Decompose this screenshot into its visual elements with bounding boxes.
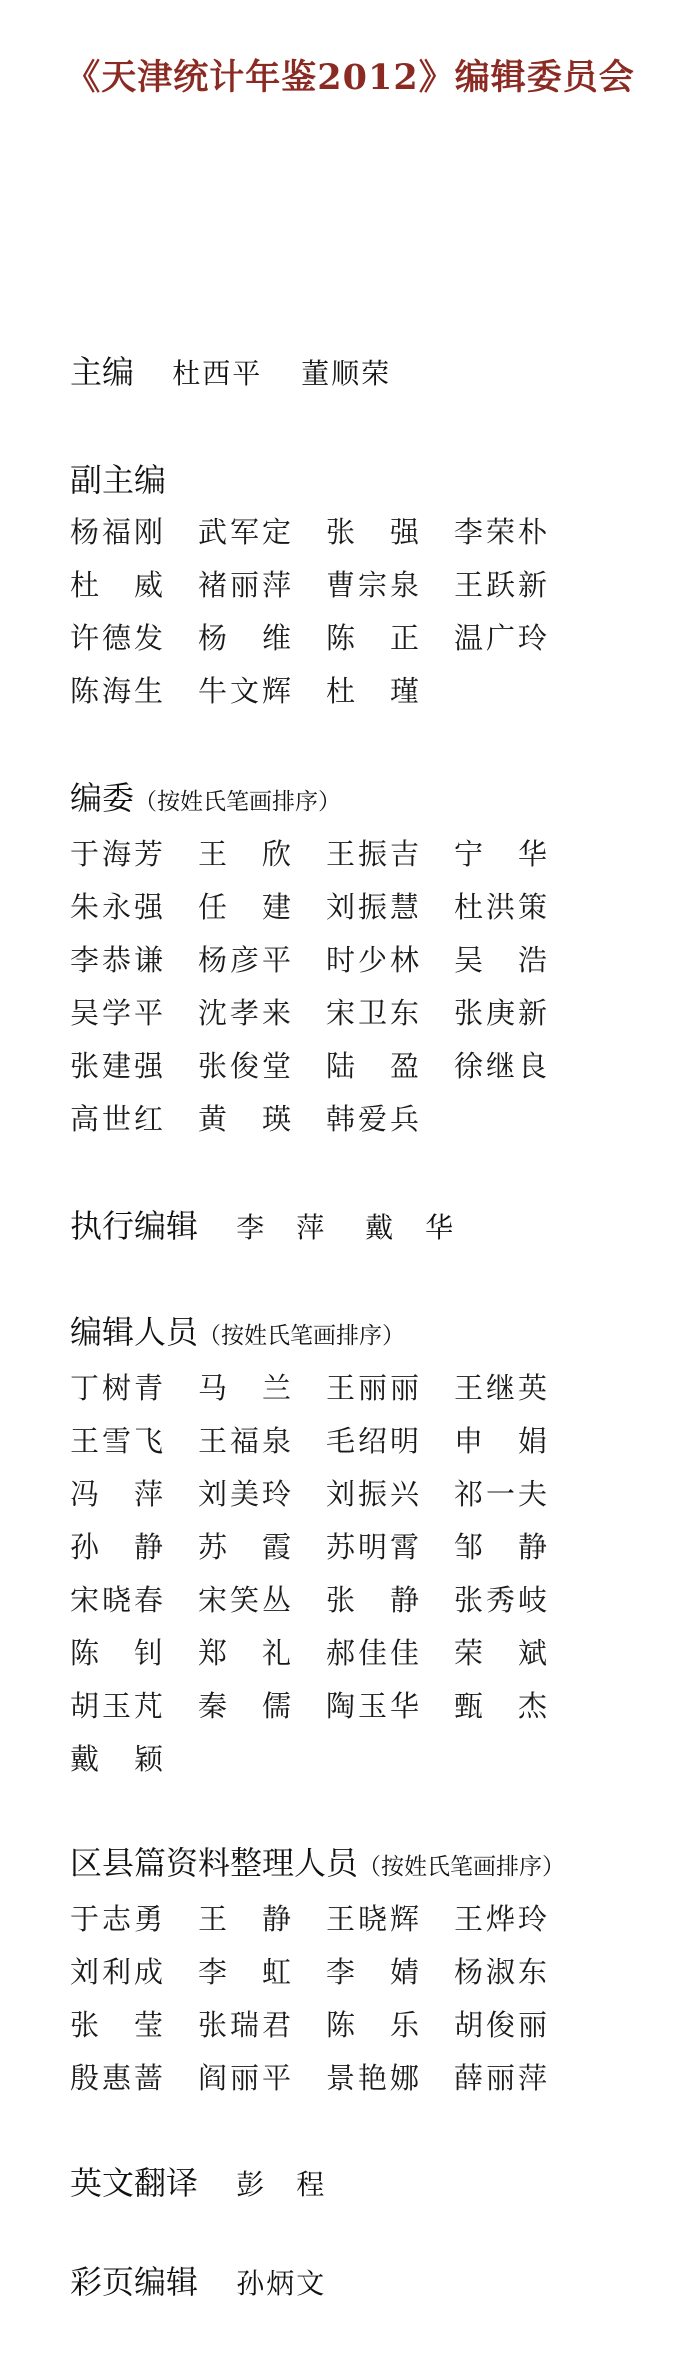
person-name: 景艳娜 (326, 2061, 423, 2095)
person-name: 邹 静 (454, 1530, 551, 1564)
person-name: 于志勇 (70, 1902, 167, 1936)
person-name: 时少林 (326, 943, 423, 977)
person-name: 褚丽萍 (198, 568, 295, 602)
person-name: 王 静 (198, 1902, 295, 1936)
name-row (70, 887, 670, 940)
person-name: 杨福刚 (70, 515, 167, 549)
person-name: 朱永强 (70, 890, 167, 924)
person-name: 王 欣 (198, 837, 295, 871)
name-row (70, 1421, 670, 1474)
person-name: 苏明霄 (326, 1530, 423, 1564)
person-name: 张瑞君 (198, 2008, 295, 2042)
person-name: 张 静 (326, 1583, 423, 1617)
person-name: 王雪飞 (70, 1424, 167, 1458)
page-title: 《天津统计年鉴2012》编辑委员会 (65, 57, 635, 98)
name-row (70, 940, 670, 993)
person-name: 申 娟 (454, 1424, 551, 1458)
person-name: 陈海生 (70, 674, 167, 708)
person-name: 张建强 (70, 1049, 167, 1083)
person-name: 温广玲 (454, 621, 551, 655)
name-row (70, 1474, 670, 1527)
person-name: 牛文辉 (198, 674, 295, 708)
name-row (70, 993, 670, 1046)
person-name: 陈 钊 (70, 1636, 167, 1670)
name-grid (70, 1368, 670, 1792)
person-name: 高世红 (70, 1102, 167, 1136)
person-name: 李 虹 (198, 1955, 295, 1989)
name-row (70, 565, 670, 618)
person-name: 殷惠蔷 (70, 2061, 167, 2095)
person-name: 王烨玲 (454, 1902, 551, 1936)
person-name: 阎丽平 (198, 2061, 295, 2095)
person-name: 祁一夫 (454, 1477, 551, 1511)
section-color-page-editor (70, 2262, 670, 2304)
person-name: 薛丽萍 (454, 2061, 551, 2095)
person-name: 刘振慧 (326, 890, 423, 924)
person-name: 杜 瑾 (326, 674, 423, 708)
name-row (70, 1633, 670, 1686)
person-name: 张 莹 (70, 2008, 167, 2042)
section-deputy-editors (70, 460, 670, 724)
translator-name: 彭 程 (236, 2168, 327, 2201)
section-heading: 主编 (70, 353, 135, 391)
section-editors (70, 1312, 670, 1792)
person-name: 于海芳 (70, 837, 167, 871)
name-row (70, 671, 670, 724)
section-executive-editors (70, 1206, 670, 1248)
person-name: 苏 霞 (198, 1530, 295, 1564)
person-name: 宋卫东 (326, 996, 423, 1030)
person-name: 郝佳佳 (326, 1636, 423, 1670)
name-row (70, 1527, 670, 1580)
name-row (70, 1899, 670, 1952)
person-name: 杨 维 (198, 621, 295, 655)
name-row (70, 2058, 670, 2111)
name-row (70, 618, 670, 671)
chief-editor-name: 董顺荣 (301, 357, 392, 390)
person-name: 杜 威 (70, 568, 167, 602)
name-grid (70, 512, 670, 724)
name-row (70, 1739, 670, 1792)
section-note: （按姓氏笔画排序） (134, 789, 342, 815)
person-name: 张庚新 (454, 996, 551, 1030)
person-name: 武军定 (198, 515, 295, 549)
person-name: 刘利成 (70, 1955, 167, 1989)
person-name: 杨淑东 (454, 1955, 551, 1989)
person-name: 李荣朴 (454, 515, 551, 549)
person-name: 黄 瑛 (198, 1102, 295, 1136)
chief-editor-name: 杜西平 (172, 357, 263, 390)
person-name: 任 建 (198, 890, 295, 924)
section-heading: 彩页编辑 (70, 2263, 199, 2301)
person-name: 王振吉 (326, 837, 423, 871)
person-name: 吴 浩 (454, 943, 551, 977)
name-row (70, 512, 670, 565)
person-name: 刘美玲 (198, 1477, 295, 1511)
person-name: 徐继良 (454, 1049, 551, 1083)
name-row (70, 1952, 670, 2005)
person-name: 陶玉华 (326, 1689, 423, 1723)
person-name: 韩爱兵 (326, 1102, 423, 1136)
person-name: 冯 萍 (70, 1477, 167, 1511)
person-name: 陆 盈 (326, 1049, 423, 1083)
person-name: 李恭谦 (70, 943, 167, 977)
section-heading: 执行编辑 (70, 1207, 199, 1245)
section-chief-editor (70, 352, 670, 394)
person-name: 王跃新 (454, 568, 551, 602)
section-heading: 英文翻译 (70, 2164, 199, 2202)
person-name: 甄 杰 (454, 1689, 551, 1723)
executive-editor-name: 李 萍 (236, 1211, 327, 1244)
person-name: 吴学平 (70, 996, 167, 1030)
section-heading: 编委 (70, 779, 135, 817)
person-name: 杨彦平 (198, 943, 295, 977)
executive-editor-name: 戴 华 (365, 1211, 456, 1244)
name-row (70, 1099, 670, 1152)
person-name: 毛绍明 (326, 1424, 423, 1458)
section-committee (70, 778, 670, 1152)
name-row (70, 834, 670, 887)
person-name: 沈孝来 (198, 996, 295, 1030)
name-row (70, 1368, 670, 1421)
person-name: 王福泉 (198, 1424, 295, 1458)
person-name: 李 婧 (326, 1955, 423, 1989)
person-name: 张秀岐 (454, 1583, 551, 1617)
person-name: 王丽丽 (326, 1371, 423, 1405)
color-page-editor-name: 孙炳文 (236, 2267, 327, 2300)
section-english-translation (70, 2163, 670, 2205)
person-name: 丁树青 (70, 1371, 167, 1405)
person-name: 王晓辉 (326, 1902, 423, 1936)
person-name: 宋晓春 (70, 1583, 167, 1617)
person-name: 陈 乐 (326, 2008, 423, 2042)
person-name: 马 兰 (198, 1371, 295, 1405)
person-name: 荣 斌 (454, 1636, 551, 1670)
person-name: 王继英 (454, 1371, 551, 1405)
name-row (70, 1580, 670, 1633)
person-name: 刘振兴 (326, 1477, 423, 1511)
person-name: 曹宗泉 (326, 568, 423, 602)
section-heading: 副主编 (70, 461, 167, 499)
name-row (70, 2005, 670, 2058)
name-grid (70, 1899, 670, 2111)
person-name: 秦 儒 (198, 1689, 295, 1723)
section-note: （按姓氏笔画排序） (358, 1854, 566, 1880)
person-name: 许德发 (70, 621, 167, 655)
person-name: 胡玉芃 (70, 1689, 167, 1723)
person-name: 孙 静 (70, 1530, 167, 1564)
person-name: 陈 正 (326, 621, 423, 655)
person-name: 郑 礼 (198, 1636, 295, 1670)
section-district-data (70, 1843, 670, 2111)
person-name: 张 强 (326, 515, 423, 549)
person-name: 戴 颖 (70, 1742, 167, 1776)
person-name: 杜洪策 (454, 890, 551, 924)
person-name: 胡俊丽 (454, 2008, 551, 2042)
person-name: 张俊堂 (198, 1049, 295, 1083)
person-name: 宋笑丛 (198, 1583, 295, 1617)
name-row (70, 1686, 670, 1739)
section-heading: 区县篇资料整理人员 (70, 1844, 359, 1882)
section-note: （按姓氏笔画排序） (198, 1323, 406, 1349)
section-heading: 编辑人员 (70, 1313, 199, 1351)
person-name: 宁 华 (454, 837, 551, 871)
name-row (70, 1046, 670, 1099)
name-grid (70, 834, 670, 1152)
